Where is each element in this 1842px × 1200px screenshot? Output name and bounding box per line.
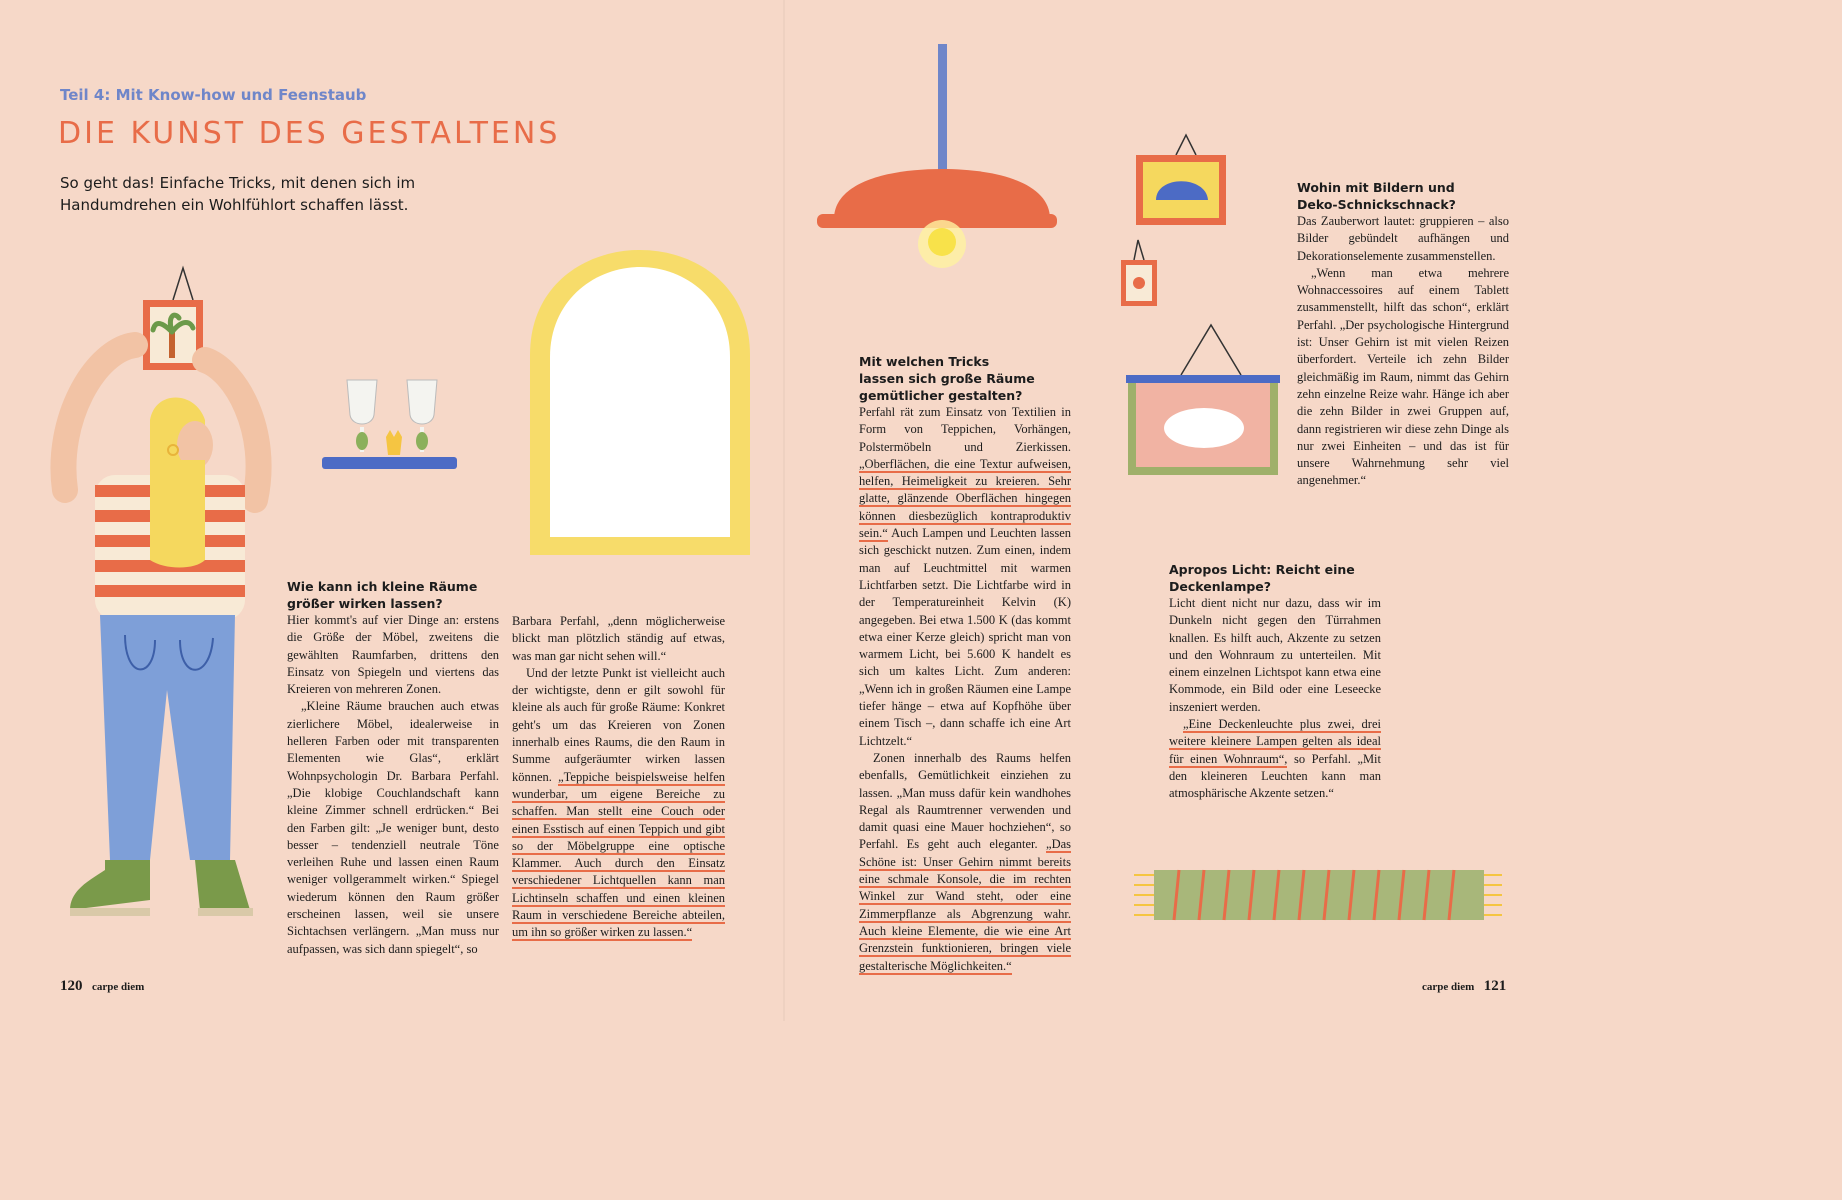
column-1 xyxy=(287,578,499,958)
page-spine xyxy=(783,0,785,1021)
paragraph: Licht dient nicht nur dazu, dass wir im Dunkeln nicht gegen den Türrahmen knallen. Es hilft auch, Akzente zu setzen und den Wohnraum zu unterteilen. Mit einem einzelnen Lichtspot kann etwa eine Kommode, ein Bild oder eine Leseecke inszeniert werden. xyxy=(1169,596,1381,714)
magazine-name: carpe diem xyxy=(1422,981,1475,993)
section-heading-small-rooms: Wie kann ich kleine Räume größer wirken lassen? xyxy=(287,579,478,611)
page-folio-right xyxy=(1416,978,1506,995)
highlighted-quote: „Eine Deckenleuchte plus zwei, drei weitere kleinere Lampen gelten als ideal für einen Wohnraum“, xyxy=(1169,717,1381,766)
paragraph: „Eine Deckenleuchte plus zwei, drei weitere kleinere Lampen gelten als ideal für einen Wohnraum“, so Perfahl. „Mit den kleineren Leuchten kann man atmosphärische Akzente setzen.“ xyxy=(1169,717,1382,801)
section-heading-large-rooms: Mit welchen Tricks lassen sich große Räume gemütlicher gestalten? xyxy=(859,354,1035,403)
page-number: 121 xyxy=(1483,978,1507,994)
paragraph: Barbara Perfahl, „denn möglicherweise blickt man plötzlich ständig auf etwas, was man gar nicht sehen will.“ xyxy=(512,614,725,663)
section-heading-pictures: Wohin mit Bildern und Deko-Schnickschnack? xyxy=(1297,180,1456,212)
paragraph: Das Zauberwort lautet: gruppieren – also Bilder gebündelt aufhängen und Dekorationselemente zusammenstellen. xyxy=(1297,214,1509,263)
arched-mirror-illustration xyxy=(525,245,755,560)
paragraph: Hier kommt's auf vier Dinge an: erstens die Größe der Möbel, zweitens die gewählten Raumfarben, drittens den Einsatz von Spiegeln und viertens das Kreieren von mehreren Zonen. xyxy=(287,613,499,697)
pendant-lamp-illustration xyxy=(814,44,1064,274)
highlighted-quote: „Oberflächen, die eine Textur aufweisen, helfen, Heimeligkeit zu kreieren. Sehr glatte, glänzende Oberflächen hingegen können diesbezüglich kontraproduktiv sein.“ xyxy=(859,456,1071,541)
magazine-name: carpe diem xyxy=(92,981,145,993)
paragraph: Perfahl rät zum Einsatz von Textilien in Form von Teppichen, Vorhängen, Polstermöbeln und Zierkissen. „Oberflächen, die eine Textur aufweisen, helfen, Heimeligkeit zu kreieren. Sehr glatte, glänzende Oberflächen hingegen können diesbezüglich kontraproduktiv sein.“ Auch Lampen und Leuchten lassen sich geschickt nutzen. Zum einen, indem man auf Leuchtmittel mit warmen Lichtfarben setzt. Die Lichtfarbe wird in der Temperatureinheit Kelvin (K) angegeben. Bei etwa 1.500 K (das kommt etwa einer Kerze gleich) spricht man von warmem Licht, bei 5.600 K handelt es sich um kaltes Licht. Zum anderen: „Wenn ich in großen Räumen eine Lampe tiefer hänge – etwa auf Kopfhöhe über einem Tisch –, dann schaffe ich eine Art Lichtzelt.“ xyxy=(859,405,1071,748)
left-page xyxy=(0,0,784,1021)
highlighted-quote: „Teppiche beispielsweise helfen wunderbar, um eigene Bereiche zu schaffen. Man stellt eine Couch oder einen Esstisch auf einen Teppich und gibt so der Möbelgruppe eine optische Klammer. Auch durch den Einsatz verschiedener Lichtquellen kann man Lichtinseln schaffen und einen kleinen Raum in verschiedene Bereiche abteilen, um ihn so größer wirken zu lassen.“ xyxy=(512,769,725,940)
article-title: DIE KUNST DES GESTALTENS xyxy=(58,116,561,151)
column-4-top xyxy=(1297,179,1509,490)
paragraph: „Kleine Räume brauchen auch etwas zierlichere Möbel, idealerweise in helleren Farben oder mit transparenten Elementen wie Glas“, erklärt Wohnpsychologin Dr. Barbara Perfahl. „Die klobige Couchlandschaft kann kleine Zimmer schnell erdrücken.“ Bei den Farben gilt: „Je weniger bunt, desto besser – tendenziell neutrale Töne verleihen Ruhe und lassen einen Raum weniger vollgerammelt wirken.“ Spiegel wiederum können den Raum größer erscheinen lassen, weil sie unsere Sichtachsen verlängern. „Man muss nur aufpassen, was sich dann spiegelt“, so xyxy=(287,699,499,956)
paragraph: Zonen innerhalb des Raums helfen ebenfalls, Gemütlichkeit einziehen zu lassen. „Man muss dafür kein wandhohes Regal als Raumtrenner verwenden und damit quasi eine Mauer hochziehen“, so Perfahl. Es geht auch eleganter. „Das Schöne ist: Unser Gehirn nimmt bereits eine schmale Konsole, die im rechten Winkel zur Wand steht, oder eine Zimmerpflanze als Abgrenzung wahr. Auch kleine Elemente, die wie eine Art Grenzstein funktionieren, bringen viele gestalterische Möglichkeiten.“ xyxy=(859,750,1072,973)
page-number: 120 xyxy=(60,978,83,994)
column-3 xyxy=(859,353,1071,975)
column-2 xyxy=(512,613,725,942)
article-intro: So geht das! Einfache Tricks, mit denen sich im Handumdrehen ein Wohlfühlort schaffen lässt. xyxy=(60,174,416,214)
striped-rug-illustration xyxy=(1134,865,1504,925)
page-folio-left xyxy=(60,978,150,995)
paragraph: Und der letzte Punkt ist vielleicht auch der wichtigste, denn er gilt sowohl für kleine als auch für große Räume: Konkret geht's um das Kreieren von Zonen innerhalb eines Raums, die den Raum in Summe aufgeräumter wirken lassen können. „Teppiche beispielsweise helfen wunderbar, um eigene Bereiche zu schaffen. Man stellt eine Couch oder einen Esstisch auf einen Teppich und gibt so der Möbelgruppe eine optische Klammer. Auch durch den Einsatz verschiedener Lichtquellen kann man Lichtinseln schaffen und einen kleinen Raum in verschiedene Bereiche abteilen, um ihn so größer wirken zu lassen.“ xyxy=(512,665,725,940)
woman-hanging-picture-illustration xyxy=(55,260,295,940)
paragraph: „Wenn man etwa mehrere Wohnaccessoires auf einem Tablett zusammenstellt, hilft das schon“, erklärt Perfahl. „Der psychologische Hintergrund ist: Unser Gehirn ist mit vielen Reizen überfordert. Verteile ich zehn Bilder gleichmäßig im Raum, nimmt das Gehirn zehn einzelne Reize wahr. Hänge ich aber die zehn Bilder in zwei Gruppen auf, dann registrieren wir diese zehn Dinge als nur zwei Einheiten – und das ist für unsere Wahrnehmung sehr viel angenehmer.“ xyxy=(1297,265,1509,488)
series-kicker: Teil 4: Mit Know-how und Feenstaub xyxy=(60,86,367,104)
highlighted-quote: „Das Schöne ist: Unser Gehirn nimmt bereits eine schmale Konsole, die im rechten Winkel zur Wand steht, oder eine Zimmerpflanze als Abgrenzung wahr. Auch kleine Elemente, die wie eine Art Grenzstein funktionieren, bringen viele gestalterische Möglichkeiten.“ xyxy=(859,837,1072,973)
picture-frames-illustration xyxy=(1116,130,1296,480)
wall-shelf-illustration xyxy=(322,375,457,475)
column-4-bottom xyxy=(1169,561,1381,803)
section-heading-lighting: Apropos Licht: Reicht eine Deckenlampe? xyxy=(1169,562,1355,594)
right-page xyxy=(784,0,1568,1021)
